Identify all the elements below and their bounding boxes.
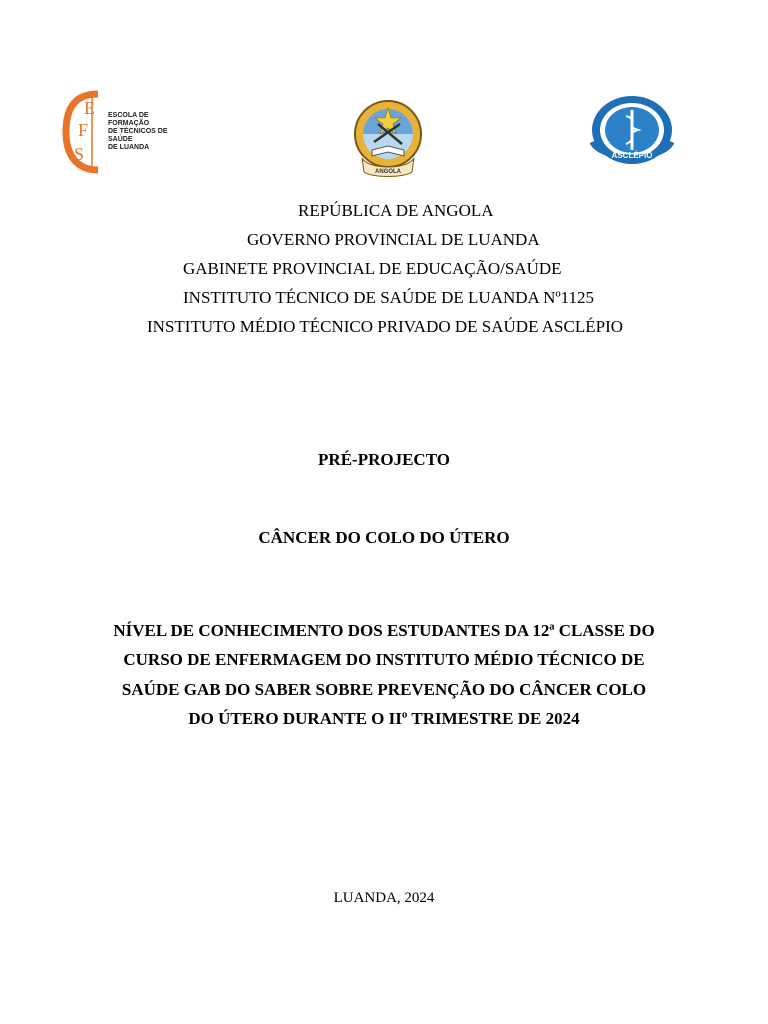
document-type: PRÉ-PROJECTO: [318, 450, 450, 469]
header-line-technical-institute: INSTITUTO TÉCNICO DE SAÚDE DE LUANDA Nº1125: [183, 288, 595, 307]
place-and-year: LUANDA, 2024: [333, 890, 435, 906]
header-line-office: GABINETE PROVINCIAL DE EDUCAÇÃO/SAÚDE: [183, 259, 562, 278]
school-logo: [62, 88, 172, 176]
asclepio-label: ASCLÉPIO: [611, 151, 653, 160]
asclepio-logo-icon: [582, 92, 682, 172]
title-line-4: DO ÚTERO DURANTE O IIº TRIMESTRE DE 2024: [188, 709, 580, 728]
school-caption-line-3: DE LUANDA: [108, 144, 150, 151]
header-line-government: GOVERNO PROVINCIAL DE LUANDA: [247, 230, 540, 249]
title-line-2: CURSO DE ENFERMAGEM DO INSTITUTO MÉDIO TÉCNICO DE: [123, 650, 645, 669]
logo-letter-s: S: [74, 144, 85, 164]
logo-letter-f: F: [78, 120, 89, 140]
header-line-private-institute: INSTITUTO MÉDIO TÉCNICO PRIVADO DE SAÚDE ASCLÉPIO: [147, 317, 624, 336]
title-line-1: NÍVEL DE CONHECIMENTO DOS ESTUDANTES DA 12ª CLASSE DO: [113, 621, 655, 640]
logo-letter-e: E: [84, 98, 95, 118]
emblem-label: ANGOLA: [375, 169, 401, 175]
coat-of-arms-icon: [348, 94, 428, 184]
school-caption-line-1: ESCOLA DE FORMAÇÃO: [108, 112, 150, 127]
school-caption-line-2: DE TÉCNICOS DE SAÚDE: [108, 128, 168, 143]
title-line-3: SAÚDE GAB DO SABER SOBRE PREVENÇÃO DO CÂNCER COLO: [121, 680, 647, 699]
angola-emblem: [348, 94, 428, 184]
asclepio-logo: [582, 92, 682, 172]
header-line-republic: REPÚBLICA DE ANGOLA: [298, 201, 494, 220]
document-subject: CÂNCER DO COLO DO ÚTERO: [258, 528, 510, 547]
school-logo-caption: [108, 112, 172, 152]
